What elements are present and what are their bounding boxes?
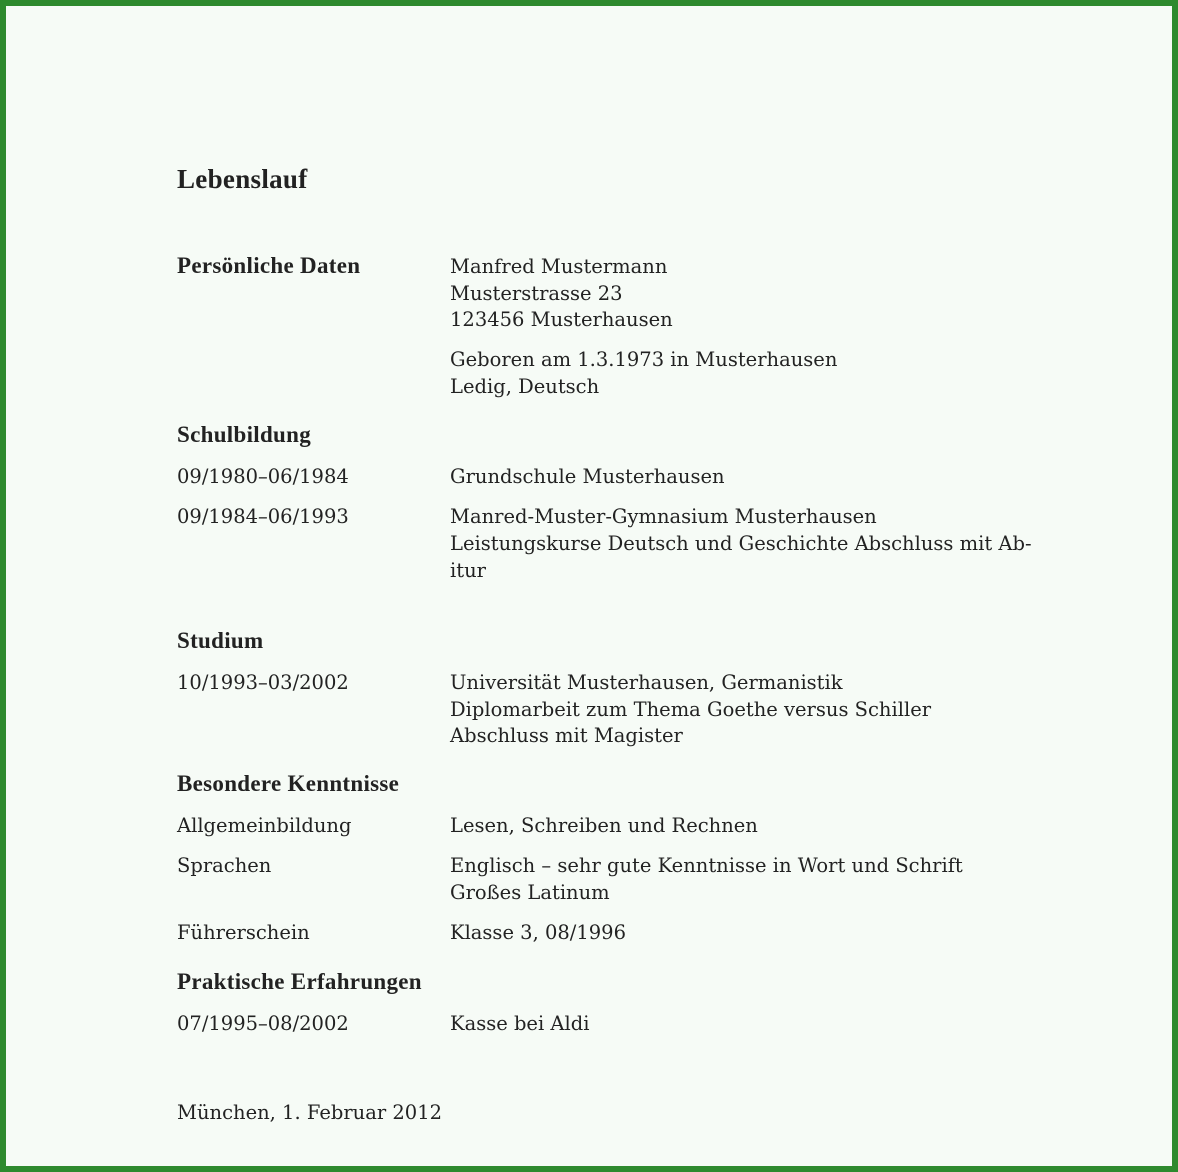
section-heading-studies: Studium: [177, 628, 264, 653]
personal-status: Ledig, Deutsch: [450, 375, 600, 398]
school-detail: itur: [450, 559, 486, 582]
school-period: 09/1984–06/1993: [177, 505, 349, 528]
skills-detail: Lesen, Schreiben und Rechnen: [450, 814, 758, 837]
signature-place-date: München, 1. Februar 2012: [177, 1101, 443, 1124]
studies-detail: Universität Musterhausen, Germanistik: [450, 671, 843, 694]
studies-detail: Abschluss mit Magister: [450, 724, 683, 747]
section-heading-school: Schulbildung: [177, 422, 312, 447]
school-detail: Grundschule Musterhausen: [450, 465, 725, 488]
skills-label: Allgemeinbildung: [177, 814, 352, 837]
skills-detail: Klasse 3, 08/1996: [450, 921, 626, 944]
document-title: Lebenslauf: [177, 164, 308, 194]
school-detail: Manred-Muster-Gymnasium Musterhausen: [450, 505, 877, 528]
personal-city: 123456 Musterhausen: [450, 308, 673, 331]
skills-detail: Großes Latinum: [450, 881, 610, 904]
section-heading-skills: Besondere Kenntnisse: [177, 771, 400, 796]
school-detail: Leistungskurse Deutsch und Geschichte Abschluss mit Ab-: [450, 532, 1032, 555]
section-heading-experience: Praktische Erfahrungen: [177, 969, 422, 994]
experience-detail: Kasse bei Aldi: [450, 1012, 590, 1035]
skills-detail: Englisch – sehr gute Kenntnisse in Wort und Schrift: [450, 854, 963, 877]
school-period: 09/1980–06/1984: [177, 465, 349, 488]
personal-birth: Geboren am 1.3.1973 in Musterhausen: [450, 348, 838, 371]
studies-detail: Diplomarbeit zum Thema Goethe versus Schiller: [450, 698, 932, 721]
personal-street: Musterstrasse 23: [450, 282, 623, 305]
section-heading-personal: Persönliche Daten: [177, 253, 361, 278]
skills-label: Sprachen: [177, 854, 272, 877]
experience-period: 07/1995–08/2002: [177, 1012, 349, 1035]
studies-period: 10/1993–03/2002: [177, 671, 349, 694]
skills-label: Führerschein: [177, 921, 310, 944]
personal-name: Manfred Mustermann: [450, 255, 668, 278]
